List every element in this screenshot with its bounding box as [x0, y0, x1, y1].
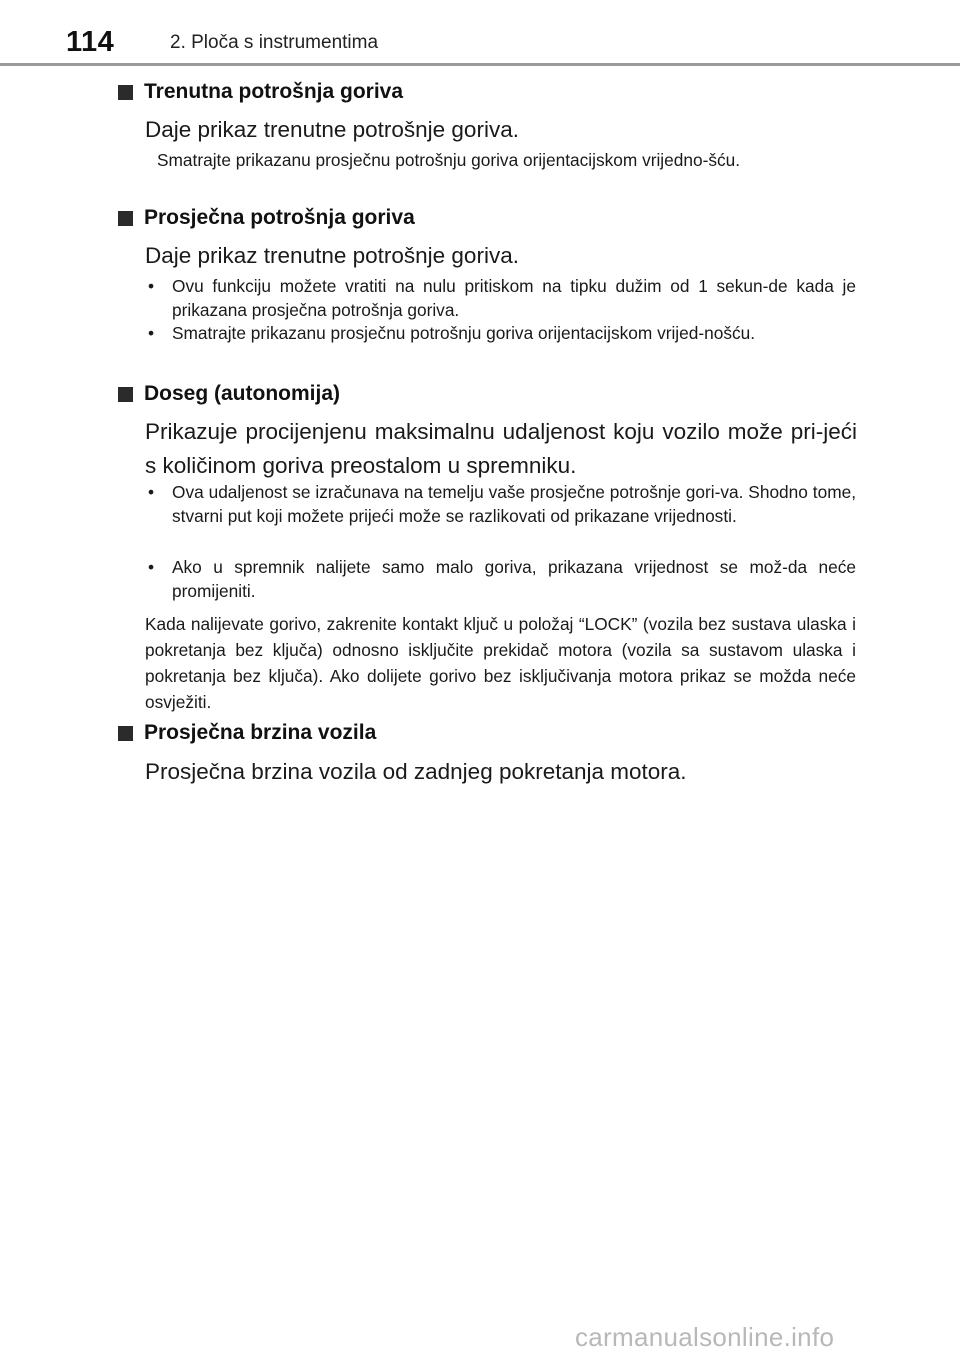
chapter-title: 2. Ploča s instrumentima — [170, 32, 379, 53]
section-heading-text: Prosječna potrošnja goriva — [144, 206, 415, 229]
bullet-text: Ova udaljenost se izračunava na temelju vaše prosječne potrošnje gori-va. Shodno tome, stvarni put koji možete prijeći može se razlikovati od prikazane vrijednosti. — [172, 482, 856, 526]
bullet-text: Ovu funkciju možete vratiti na nulu pritiskom na tipku dužim od 1 sekun-de kada je prikazana prosječna potrošnja goriva. — [172, 276, 856, 320]
bullet-item — [145, 275, 856, 322]
square-bullet-icon — [118, 726, 133, 741]
bullet-dot: • — [148, 482, 155, 502]
square-bullet-icon — [118, 211, 133, 226]
section-note: Smatrajte prikazanu prosječnu potrošnju goriva orijentacijskom vrijedno-šću. — [157, 150, 741, 170]
section-lead-text: Daje prikaz trenutne potrošnje goriva. — [145, 243, 519, 268]
bullet-dot: • — [148, 323, 155, 343]
section-heading-average-speed — [118, 721, 376, 745]
section-paragraph: Kada nalijevate gorivo, zakrenite kontakt ključ u položaj “LOCK” (vozila bez sustava ulaska i pokretanja bez ključa) odnosno isključite prekidač motora (vozila sa sustavom ulaska i pokretanja bez ključa). Ako dolijete gorivo bez isključivanja motora prikaz se možda neće osvježiti. — [145, 614, 856, 712]
section-lead-text: Daje prikaz trenutne potrošnje goriva. — [145, 117, 519, 142]
bullet-item — [145, 322, 856, 346]
bullet-text: Ako u spremnik nalijete samo malo goriva, prikazana vrijednost se mož-da neće promijeniti. — [172, 557, 856, 601]
section-heading-average-consumption — [118, 206, 415, 230]
section-heading-text: Prosječna brzina vozila — [144, 721, 377, 744]
bullet-dot: • — [148, 557, 155, 577]
header-divider — [0, 63, 960, 66]
watermark: carmanualsonline.info — [575, 1322, 835, 1352]
square-bullet-icon — [118, 387, 133, 402]
section-heading-range — [118, 382, 340, 406]
bullet-item — [145, 556, 856, 603]
bullet-item — [145, 481, 856, 528]
section-lead-text: Prosječna brzina vozila od zadnjeg pokretanja motora. — [145, 759, 687, 784]
page-header — [0, 0, 960, 66]
bullet-dot: • — [148, 276, 155, 296]
section-heading-instant-consumption — [118, 80, 403, 104]
page-number: 114 — [66, 26, 115, 58]
square-bullet-icon — [118, 85, 133, 100]
bullet-text: Smatrajte prikazanu prosječnu potrošnju goriva orijentacijskom vrijed-nošću. — [172, 323, 756, 343]
section-lead-text: Prikazuje procijenjenu maksimalnu udaljenost koju vozilo može pri-jeći s količinom goriva preostalom u spremniku. — [145, 419, 857, 478]
section-heading-text: Doseg (autonomija) — [144, 382, 341, 405]
section-heading-text: Trenutna potrošnja goriva — [144, 80, 404, 103]
